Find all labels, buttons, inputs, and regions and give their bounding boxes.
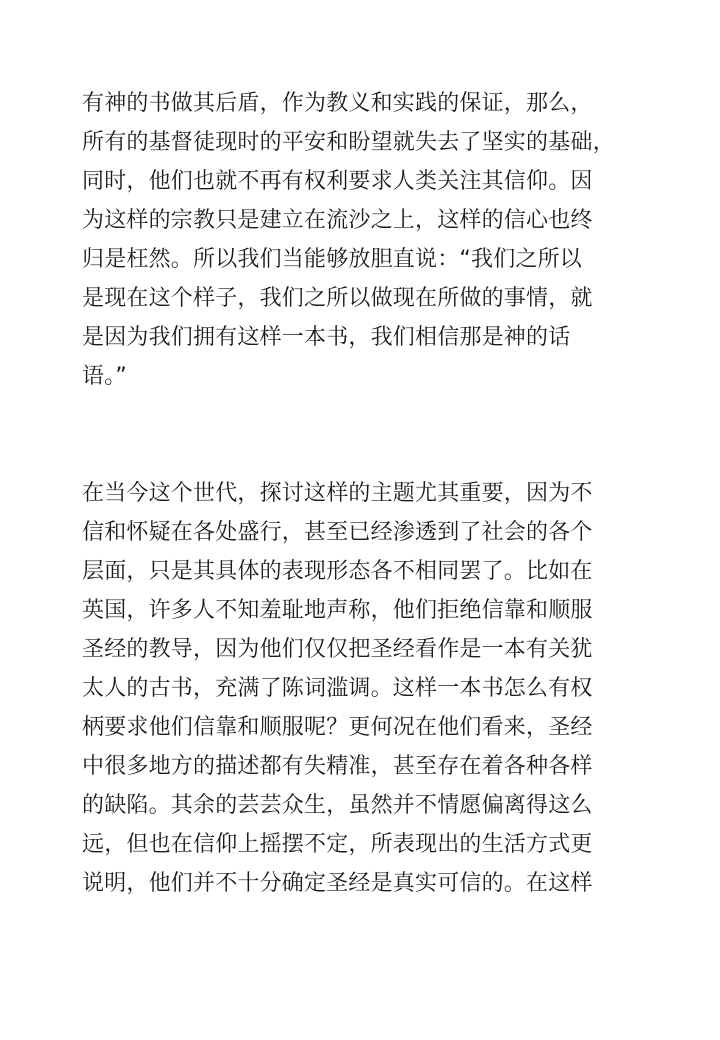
text-line: 中很多地方的描述都有失精准，甚至存在着各种各样 [82, 754, 593, 779]
text-line: 远，但也在信仰上摇摆不定，所表现出的生活方式更 [82, 832, 593, 857]
text-line: 圣经的教导，因为他们仅仅把圣经看作是一本有关犹 [82, 637, 593, 662]
text-line: 所有的基督徒现时的平安和盼望就失去了坚实的基础， [82, 130, 615, 155]
text-line: 的缺陷。其余的芸芸众生，虽然并不情愿偏离得这么 [82, 793, 593, 818]
text-line: 为这样的宗教只是建立在流沙之上，这样的信心也终 [82, 208, 593, 233]
paragraph-1 [82, 84, 642, 396]
text-line: 英国，许多人不知羞耻地声称，他们拒绝信靠和顺服 [82, 598, 593, 623]
text-line: 层面，只是其具体的表现形态各不相同罢了。比如在 [82, 559, 593, 584]
text-line: 说明，他们并不十分确定圣经是真实可信的。在这样 [82, 871, 593, 896]
text-line: 是因为我们拥有这样一本书，我们相信那是神的话 [82, 325, 571, 350]
text-line: 柄要求他们信靠和顺服呢？更何况在他们看来，圣经 [82, 715, 593, 740]
text-line: 有神的书做其后盾，作为教义和实践的保证，那么， [82, 91, 593, 116]
paragraph-2 [82, 474, 642, 903]
text-line: 在当今这个世代，探讨这样的主题尤其重要，因为不 [82, 481, 593, 506]
text-line: 是现在这个样子，我们之所以做现在所做的事情，就 [82, 286, 593, 311]
text-line: 同时，他们也就不再有权利要求人类关注其信仰。因 [82, 169, 593, 194]
text-line: 太人的古书，充满了陈词滥调。这样一本书怎么有权 [82, 676, 593, 701]
text-line: 语。” [82, 364, 127, 389]
text-line: 信和怀疑在各处盛行，甚至已经渗透到了社会的各个 [82, 520, 593, 545]
text-line: 归是枉然。所以我们当能够放胆直说：“我们之所以 [82, 247, 582, 272]
